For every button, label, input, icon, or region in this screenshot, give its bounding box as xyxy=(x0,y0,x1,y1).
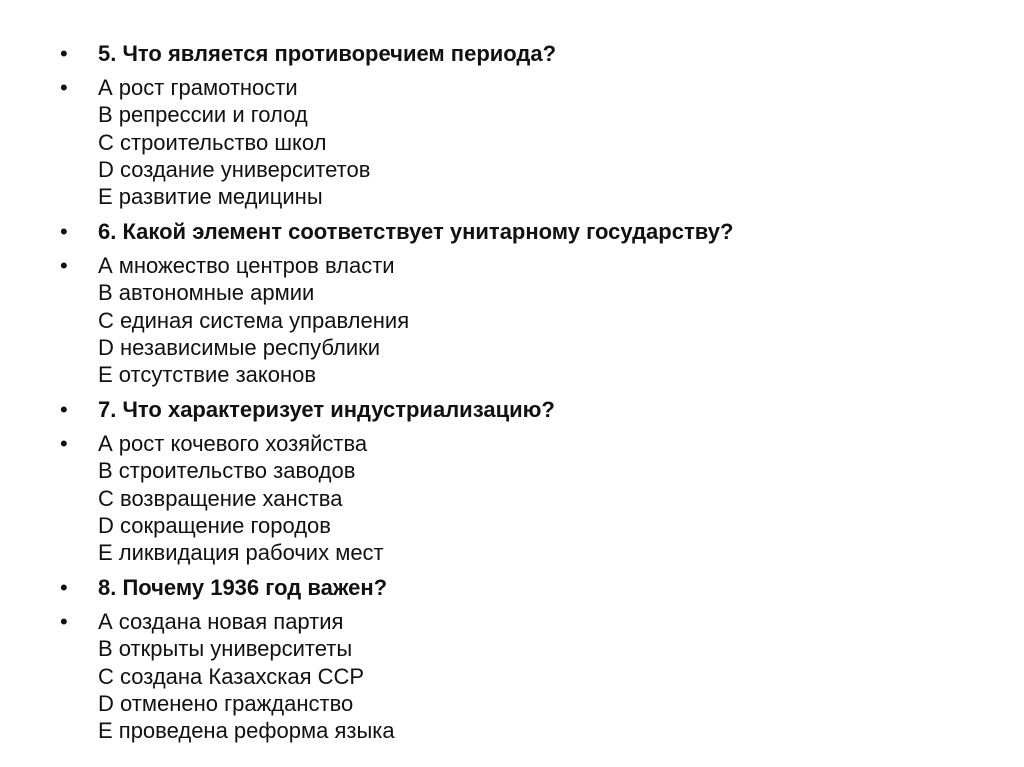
answer-option-d: D отменено гражданство xyxy=(98,690,354,716)
answer-option-c: С возвращение ханства xyxy=(98,485,343,511)
answer-option-c: С строительство школ xyxy=(98,129,327,155)
answer-option-d: D создание университетов xyxy=(98,156,371,182)
bullet-icon: • xyxy=(60,253,68,278)
answer-option-e: Е проведена реформа языка xyxy=(98,718,395,744)
answer-option-a: А рост грамотности xyxy=(98,75,298,100)
answer-option-d: D сокращение городов xyxy=(98,512,331,538)
answer-option-b: В автономные армии xyxy=(98,280,315,306)
question-text-wrap xyxy=(98,396,555,423)
answer-option-e: Е ликвидация рабочих мест xyxy=(98,540,384,566)
answer-option-b: В репрессии и голод xyxy=(98,102,308,128)
answer-options xyxy=(98,430,384,566)
answer-options xyxy=(98,252,409,388)
question-text-wrap xyxy=(98,40,556,67)
answer-options xyxy=(98,74,370,210)
question-5-text: 5. Что является противоречием периода? xyxy=(98,41,557,66)
question-6-text: 6. Какой элемент соответствует унитарному государству? xyxy=(98,219,734,244)
bullet-icon: • xyxy=(60,41,68,66)
answer-option-c: С единая система управления xyxy=(98,307,410,333)
bullet-icon: • xyxy=(60,575,68,600)
question-text-wrap xyxy=(98,574,387,601)
bullet-icon: • xyxy=(60,397,68,422)
bullet-icon: • xyxy=(60,609,68,634)
question-7-text: 7. Что характеризует индустриализацию? xyxy=(98,397,555,422)
answer-option-d: D независимые республики xyxy=(98,334,381,360)
bullet-icon: • xyxy=(60,431,68,456)
bullet-icon: • xyxy=(60,219,68,244)
answer-option-b: В открыты университеты xyxy=(98,636,353,662)
answer-option-a: А рост кочевого хозяйства xyxy=(98,431,368,456)
answer-option-a: А создана новая партия xyxy=(98,609,344,634)
answer-option-a: А множество центров власти xyxy=(98,253,395,278)
answer-option-e: Е развитие медицины xyxy=(98,184,323,210)
question-text-wrap xyxy=(98,218,733,245)
question-8-text: 8. Почему 1936 год важен? xyxy=(98,575,388,600)
answer-option-c: С создана Казахская ССР xyxy=(98,663,365,689)
answer-options xyxy=(98,608,395,744)
answer-option-e: Е отсутствие законов xyxy=(98,362,317,388)
bullet-icon: • xyxy=(60,75,68,100)
answer-option-b: В строительство заводов xyxy=(98,458,356,484)
